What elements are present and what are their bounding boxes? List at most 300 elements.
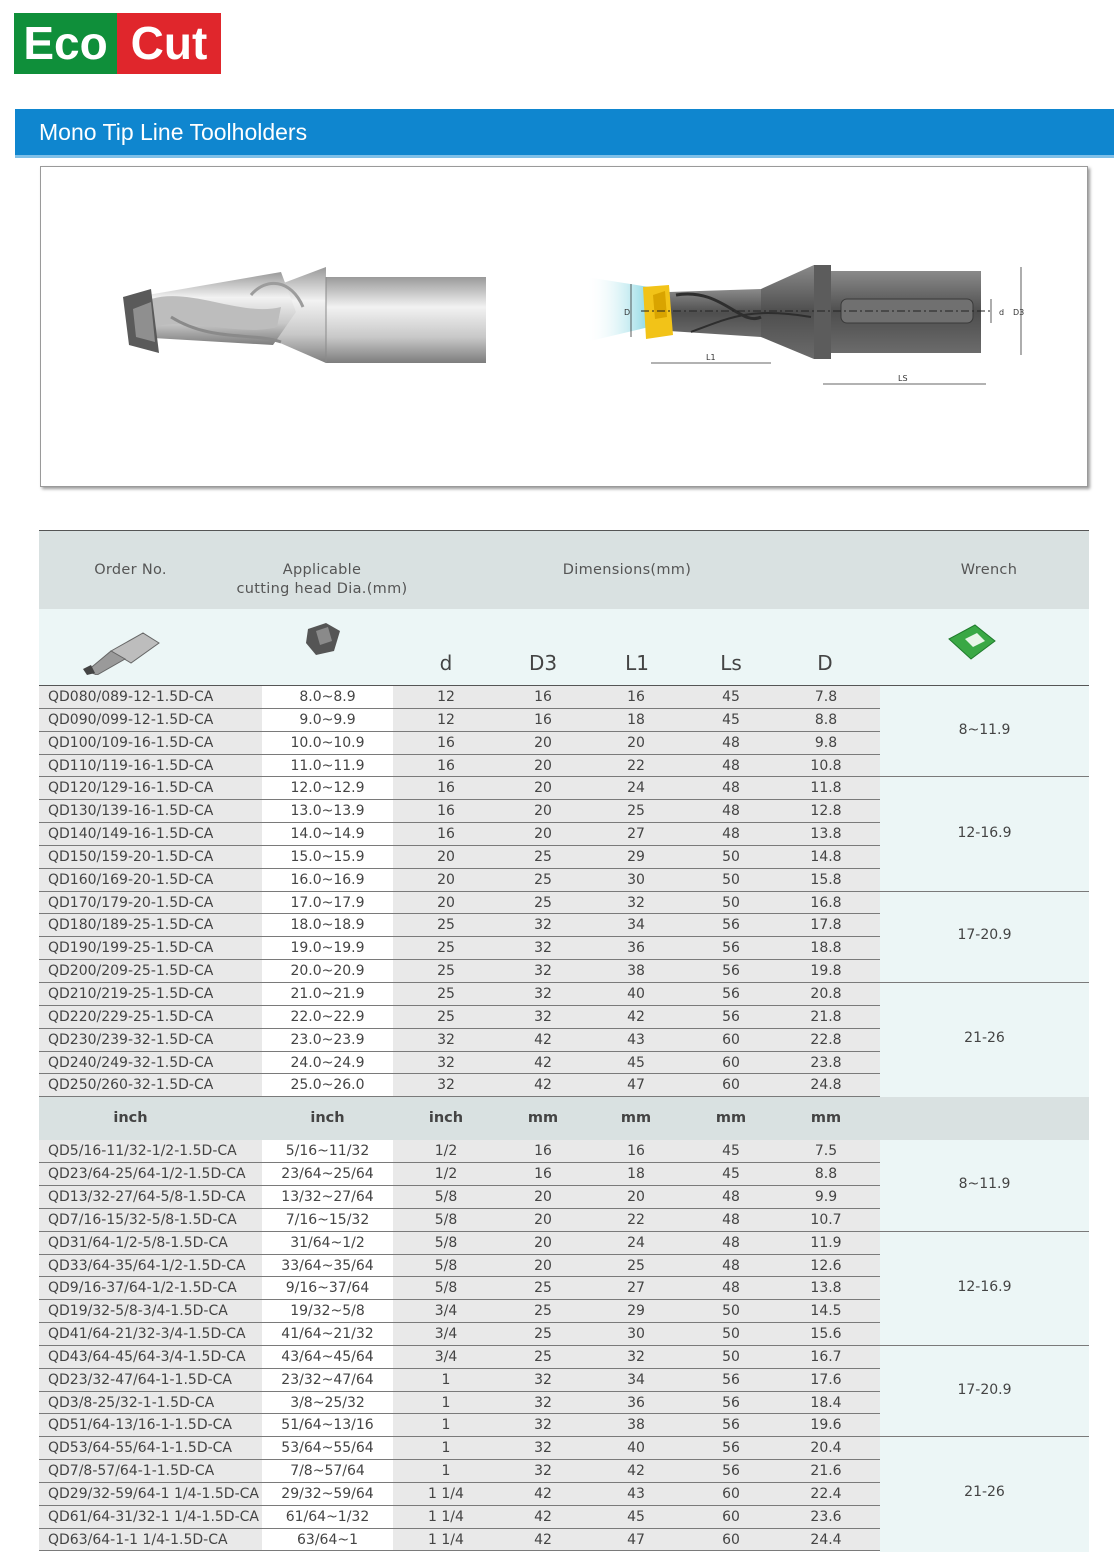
cell-col-6: 24.8	[810, 1077, 842, 1094]
cell-col-1: 23/64~25/64	[281, 1166, 374, 1183]
cell-col-6: 14.8	[810, 848, 842, 865]
cell-col-2: 16	[437, 734, 455, 751]
cell-col-5: 60	[722, 1531, 740, 1548]
toolholder-table	[39, 530, 1089, 1552]
cell-col-4: 20	[627, 1188, 645, 1205]
wrench-group	[880, 1140, 1089, 1231]
cell-col-5: 56	[722, 963, 740, 980]
cell-col-1: 16.0~16.9	[290, 871, 365, 888]
cell-col-2: 1	[441, 1394, 451, 1411]
cell-col-2: 25	[437, 940, 455, 957]
cell-col-5: 60	[722, 1508, 740, 1525]
cell-col-1: 29/32~59/64	[281, 1485, 374, 1502]
cell-col-6: 23.8	[810, 1054, 842, 1071]
cell-col-4: 42	[627, 1463, 645, 1480]
cell-col-3: 42	[534, 1031, 552, 1048]
cell-col-1: 18.0~18.9	[290, 917, 365, 934]
toolholder-icon	[81, 623, 161, 675]
cell-col-0: QD180/189-25-1.5D-CA	[48, 917, 214, 934]
cell-col-0: QD5/16-11/32-1/2-1.5D-CA	[48, 1143, 237, 1160]
cell-col-2: 16	[437, 757, 455, 774]
cell-col-3: 20	[534, 757, 552, 774]
cell-col-2: 25	[437, 917, 455, 934]
cell-col-5: 50	[722, 1303, 740, 1320]
cell-col-6: 9.9	[814, 1188, 838, 1205]
technical-drawing	[586, 265, 1024, 384]
cell-col-2: 1 1/4	[428, 1508, 464, 1525]
cell-col-2: 1	[441, 1463, 451, 1480]
cell-col-4: 30	[627, 1326, 645, 1343]
symbol-D3: D3	[528, 651, 558, 675]
cell-col-3: 20	[534, 826, 552, 843]
cell-col-2: 12	[437, 689, 455, 705]
cell-col-2: 25	[437, 985, 455, 1002]
cell-col-0: QD33/64-35/64-1/2-1.5D-CA	[48, 1257, 246, 1274]
cell-col-5: 48	[722, 780, 740, 797]
cell-col-4: 20	[627, 734, 645, 751]
cell-col-5: 60	[722, 1077, 740, 1094]
cell-col-2: 32	[437, 1031, 455, 1048]
cell-col-5: 45	[722, 689, 740, 705]
cell-col-2: 20	[437, 848, 455, 865]
cell-col-4: 34	[627, 917, 645, 934]
cell-col-1: 7/16~15/32	[285, 1211, 370, 1228]
cell-col-4: 47	[627, 1531, 645, 1548]
cell-col-6: 18.8	[810, 940, 842, 957]
cell-col-0: QD160/169-20-1.5D-CA	[48, 871, 214, 888]
cell-col-2: 1	[441, 1371, 451, 1388]
wrench-group	[880, 1232, 1089, 1346]
cell-col-6: 16.8	[810, 894, 842, 911]
cell-col-4: 40	[627, 1440, 645, 1457]
section-title-bar	[15, 109, 1114, 155]
cell-col-2: 20	[437, 871, 455, 888]
cell-col-1: 13.0~13.9	[290, 803, 365, 820]
cell-col-4: 45	[627, 1054, 645, 1071]
cell-col-6: 23.6	[810, 1508, 842, 1525]
cell-col-5: 48	[722, 1211, 740, 1228]
cell-col-5: 50	[722, 1348, 740, 1365]
unit-label: mm	[810, 1110, 842, 1127]
cell-col-2: 16	[437, 803, 455, 820]
cell-col-3: 32	[534, 1008, 552, 1025]
cell-col-0: QD61/64-31/32-1 1/4-1.5D-CA	[48, 1508, 259, 1525]
cell-col-0: QD13/32-27/64-5/8-1.5D-CA	[48, 1188, 246, 1205]
cell-col-6: 8.8	[814, 711, 838, 728]
cell-col-1: 9.0~9.9	[299, 711, 356, 728]
cell-col-6: 21.8	[810, 1008, 842, 1025]
page-title: Mono Tip Line Toolholders	[39, 119, 308, 145]
cell-col-0: QD7/8-57/64-1-1.5D-CA	[48, 1463, 215, 1480]
cell-col-2: 25	[437, 1008, 455, 1025]
cell-col-6: 12.6	[810, 1257, 842, 1274]
cell-col-2: 5/8	[434, 1280, 458, 1297]
dim-label-d: d	[999, 308, 1005, 317]
wrench-group	[880, 686, 1089, 777]
cutting-head-icon	[304, 621, 344, 657]
cell-col-2: 16	[437, 826, 455, 843]
cell-col-6: 17.6	[810, 1371, 842, 1388]
cell-col-3: 20	[534, 803, 552, 820]
cell-col-2: 32	[437, 1077, 455, 1094]
cell-col-0: QD31/64-1/2-5/8-1.5D-CA	[48, 1234, 228, 1251]
wrench-range: 21-26	[964, 1030, 1005, 1047]
cell-col-1: 19.0~19.9	[290, 940, 365, 957]
cell-col-1: 19/32~5/8	[290, 1303, 365, 1320]
cell-col-1: 61/64~1/32	[285, 1508, 370, 1525]
cell-col-2: 5/8	[434, 1211, 458, 1228]
logo-cut: Cut	[117, 13, 221, 74]
unit-label: mm	[620, 1110, 652, 1127]
wrench-group	[880, 1346, 1089, 1437]
cell-col-6: 10.7	[810, 1211, 842, 1228]
cell-col-6: 20.8	[810, 985, 842, 1002]
unit-label: inch	[428, 1110, 464, 1127]
cell-col-5: 45	[722, 1166, 740, 1183]
cell-col-2: 5/8	[434, 1234, 458, 1251]
cell-col-5: 50	[722, 848, 740, 865]
cell-col-3: 20	[534, 780, 552, 797]
cell-col-0: QD200/209-25-1.5D-CA	[48, 963, 214, 980]
cell-col-4: 16	[627, 689, 645, 705]
cell-col-3: 25	[534, 1348, 552, 1365]
cell-col-0: QD090/099-12-1.5D-CA	[48, 711, 214, 728]
cell-col-1: 7/8~57/64	[290, 1463, 365, 1480]
unit-label: mm	[715, 1110, 747, 1127]
cell-col-6: 19.6	[810, 1417, 842, 1434]
cell-col-0: QD53/64-55/64-1-1.5D-CA	[48, 1440, 233, 1457]
cell-col-2: 12	[437, 711, 455, 728]
symbol-d: d	[439, 651, 453, 675]
cell-col-5: 45	[722, 1143, 740, 1160]
cell-col-5: 50	[722, 871, 740, 888]
cell-col-3: 32	[534, 940, 552, 957]
cell-col-5: 56	[722, 1440, 740, 1457]
ecocut-logo	[14, 13, 221, 74]
wrench-range: 8~11.9	[958, 1175, 1011, 1192]
cell-col-1: 23/32~47/64	[281, 1371, 374, 1388]
cell-col-2: 1/2	[434, 1166, 458, 1183]
cell-col-1: 12.0~12.9	[290, 780, 365, 797]
cell-col-4: 40	[627, 985, 645, 1002]
cell-col-1: 5/16~11/32	[285, 1143, 370, 1160]
cell-col-3: 32	[534, 985, 552, 1002]
cell-col-1: 31/64~1/2	[290, 1234, 365, 1251]
cell-col-2: 5/8	[434, 1188, 458, 1205]
symbol-D: D	[817, 651, 833, 675]
cell-col-6: 10.8	[810, 757, 842, 774]
cell-col-3: 25	[534, 1326, 552, 1343]
cell-col-1: 9/16~37/64	[285, 1280, 370, 1297]
cell-col-0: QD43/64-45/64-3/4-1.5D-CA	[48, 1348, 246, 1365]
cell-col-1: 3/8~25/32	[290, 1394, 365, 1411]
cell-col-2: 3/4	[434, 1303, 458, 1320]
toolholder-render	[123, 267, 486, 363]
dim-label-D: D	[624, 308, 631, 317]
table-header	[39, 531, 1089, 609]
cell-col-4: 47	[627, 1077, 645, 1094]
cell-col-5: 60	[722, 1485, 740, 1502]
cell-col-0: QD190/199-25-1.5D-CA	[48, 940, 214, 957]
cell-col-4: 43	[627, 1031, 645, 1048]
cell-col-4: 25	[627, 1257, 645, 1274]
cell-col-6: 7.5	[814, 1143, 838, 1160]
cell-col-6: 12.8	[810, 803, 842, 820]
cell-col-4: 22	[627, 1211, 645, 1228]
wrench-range: 8~11.9	[958, 721, 1011, 738]
cell-col-4: 30	[627, 871, 645, 888]
unit-label: mm	[527, 1110, 559, 1127]
cell-col-1: 24.0~24.9	[290, 1054, 365, 1071]
cell-col-3: 16	[534, 1143, 552, 1160]
cell-col-5: 48	[722, 1188, 740, 1205]
cell-col-5: 48	[722, 803, 740, 820]
cell-col-0: QD220/229-25-1.5D-CA	[48, 1008, 214, 1025]
cell-col-3: 42	[534, 1485, 552, 1502]
cell-col-5: 48	[722, 826, 740, 843]
title-bar-shadow	[15, 155, 1114, 158]
cell-col-4: 27	[627, 1280, 645, 1297]
cell-col-0: QD63/64-1-1 1/4-1.5D-CA	[48, 1531, 228, 1548]
cell-col-6: 21.6	[810, 1463, 842, 1480]
cell-col-0: QD150/159-20-1.5D-CA	[48, 848, 214, 865]
cell-col-5: 56	[722, 1008, 740, 1025]
cell-col-6: 17.8	[810, 917, 842, 934]
wrench-group	[880, 892, 1089, 983]
unit-label: inch	[113, 1110, 148, 1127]
cell-col-1: 15.0~15.9	[290, 848, 365, 865]
cell-col-5: 60	[722, 1031, 740, 1048]
inch-table-body	[39, 1140, 1089, 1551]
cell-col-1: 14.0~14.9	[290, 826, 365, 843]
cell-col-0: QD9/16-37/64-1/2-1.5D-CA	[48, 1280, 237, 1297]
cell-col-3: 25	[534, 894, 552, 911]
symbol-L1: L1	[625, 651, 649, 675]
cell-col-4: 29	[627, 1303, 645, 1320]
header-wrench: Wrench	[960, 562, 1018, 578]
cell-col-2: 1/2	[434, 1143, 458, 1160]
cell-col-1: 17.0~17.9	[290, 894, 365, 911]
cell-col-0: QD19/32-5/8-3/4-1.5D-CA	[48, 1303, 228, 1320]
cell-col-6: 15.6	[810, 1326, 842, 1343]
cell-col-0: QD080/089-12-1.5D-CA	[48, 689, 214, 705]
cell-col-4: 38	[627, 1417, 645, 1434]
cell-col-6: 22.8	[810, 1031, 842, 1048]
cell-col-6: 16.7	[810, 1348, 842, 1365]
header-applicable-2: cutting head Dia.(mm)	[236, 581, 408, 597]
cell-col-3: 42	[534, 1077, 552, 1094]
cell-col-5: 56	[722, 917, 740, 934]
cell-col-3: 20	[534, 1211, 552, 1228]
cell-col-0: QD250/260-32-1.5D-CA	[48, 1077, 214, 1094]
wrench-group	[880, 1437, 1089, 1551]
cell-col-0: QD100/109-16-1.5D-CA	[48, 734, 214, 751]
cell-col-2: 3/4	[434, 1326, 458, 1343]
cell-col-1: 8.0~8.9	[299, 689, 356, 705]
cell-col-3: 16	[534, 689, 552, 705]
cell-col-3: 32	[534, 1394, 552, 1411]
cell-col-5: 48	[722, 734, 740, 751]
cell-col-2: 16	[437, 780, 455, 797]
cell-col-2: 3/4	[434, 1348, 458, 1365]
cell-col-1: 11.0~11.9	[290, 757, 365, 774]
cell-col-5: 56	[722, 1394, 740, 1411]
cell-col-5: 56	[722, 985, 740, 1002]
cell-col-1: 25.0~26.0	[290, 1077, 365, 1094]
cell-col-0: QD120/129-16-1.5D-CA	[48, 780, 214, 797]
cell-col-2: 1 1/4	[428, 1531, 464, 1548]
dim-label-L1: L1	[706, 353, 716, 362]
cell-col-4: 32	[627, 894, 645, 911]
cell-col-5: 50	[722, 1326, 740, 1343]
cell-col-4: 18	[627, 1166, 645, 1183]
cell-col-6: 9.8	[814, 734, 838, 751]
cell-col-5: 56	[722, 940, 740, 957]
cell-col-6: 18.4	[810, 1394, 842, 1411]
cell-col-0: QD130/139-16-1.5D-CA	[48, 803, 214, 820]
cell-col-3: 20	[534, 734, 552, 751]
cell-col-2: 1	[441, 1440, 451, 1457]
cell-col-6: 8.8	[814, 1166, 838, 1183]
cell-col-1: 41/64~21/32	[281, 1326, 374, 1343]
cell-col-6: 7.8	[814, 689, 838, 705]
cell-col-1: 21.0~21.9	[290, 985, 365, 1002]
header-order-no: Order No.	[94, 562, 167, 578]
cell-col-4: 18	[627, 711, 645, 728]
cell-col-2: 32	[437, 1054, 455, 1071]
cell-col-1: 20.0~20.9	[290, 963, 365, 980]
cell-col-2: 20	[437, 894, 455, 911]
cell-col-5: 56	[722, 1417, 740, 1434]
cell-col-0: QD29/32-59/64-1 1/4-1.5D-CA	[48, 1485, 259, 1502]
cell-col-4: 24	[627, 780, 645, 797]
cell-col-3: 32	[534, 1371, 552, 1388]
cell-col-6: 11.9	[810, 1234, 842, 1251]
cell-col-4: 22	[627, 757, 645, 774]
cell-col-3: 32	[534, 1417, 552, 1434]
cell-col-1: 23.0~23.9	[290, 1031, 365, 1048]
cell-col-2: 25	[437, 963, 455, 980]
cell-col-1: 22.0~22.9	[290, 1008, 365, 1025]
cell-col-0: QD230/239-32-1.5D-CA	[48, 1031, 214, 1048]
cell-col-3: 42	[534, 1531, 552, 1548]
wrench-range: 17-20.9	[957, 927, 1012, 944]
cell-col-3: 25	[534, 848, 552, 865]
cell-col-6: 24.4	[810, 1531, 842, 1548]
cell-col-3: 16	[534, 711, 552, 728]
cell-col-1: 13/32~27/64	[281, 1188, 374, 1205]
cell-col-5: 50	[722, 894, 740, 911]
cell-col-5: 48	[722, 1257, 740, 1274]
cell-col-4: 16	[627, 1143, 645, 1160]
cell-col-0: QD140/149-16-1.5D-CA	[48, 826, 214, 843]
cell-col-0: QD41/64-21/32-3/4-1.5D-CA	[48, 1326, 246, 1343]
cell-col-3: 25	[534, 1280, 552, 1297]
wrench-group	[880, 983, 1089, 1097]
cell-col-1: 43/64~45/64	[281, 1348, 374, 1365]
wrench-group	[880, 777, 1089, 891]
cell-col-5: 48	[722, 757, 740, 774]
cell-col-0: QD3/8-25/32-1-1.5D-CA	[48, 1394, 215, 1411]
symbol-Ls: Ls	[720, 651, 742, 675]
cell-col-3: 25	[534, 1303, 552, 1320]
dim-label-D3: D3	[1013, 308, 1025, 317]
cell-col-0: QD170/179-20-1.5D-CA	[48, 894, 214, 911]
cell-col-4: 34	[627, 1371, 645, 1388]
metric-table-body	[39, 686, 1089, 1097]
cell-col-2: 5/8	[434, 1257, 458, 1274]
cell-col-0: QD23/32-47/64-1-1.5D-CA	[48, 1371, 233, 1388]
cell-col-4: 36	[627, 1394, 645, 1411]
product-illustration	[41, 167, 1089, 488]
cell-col-0: QD51/64-13/16-1-1.5D-CA	[48, 1417, 233, 1434]
cell-col-0: QD110/119-16-1.5D-CA	[48, 757, 214, 774]
cell-col-4: 36	[627, 940, 645, 957]
cell-col-3: 42	[534, 1054, 552, 1071]
cell-col-5: 48	[722, 1280, 740, 1297]
cell-col-5: 56	[722, 1463, 740, 1480]
cell-col-0: QD210/219-25-1.5D-CA	[48, 985, 214, 1002]
cell-col-3: 42	[534, 1508, 552, 1525]
row-divider	[39, 1550, 880, 1551]
cell-col-4: 29	[627, 848, 645, 865]
wrench-key-icon	[945, 619, 1001, 665]
cell-col-3: 20	[534, 1234, 552, 1251]
cell-col-6: 22.4	[810, 1485, 842, 1502]
wrench-range: 12-16.9	[957, 1278, 1012, 1295]
cell-col-3: 25	[534, 871, 552, 888]
wrench-range: 21-26	[964, 1484, 1005, 1501]
cell-col-5: 56	[722, 1371, 740, 1388]
cell-col-5: 45	[722, 711, 740, 728]
cell-col-4: 32	[627, 1348, 645, 1365]
cell-col-1: 10.0~10.9	[290, 734, 365, 751]
cell-col-0: QD23/64-25/64-1/2-1.5D-CA	[48, 1166, 246, 1183]
cell-col-2: 1	[441, 1417, 451, 1434]
icon-row	[39, 609, 1089, 686]
cell-col-3: 20	[534, 1257, 552, 1274]
cell-col-6: 13.8	[810, 1280, 842, 1297]
cell-col-6: 19.8	[810, 963, 842, 980]
cell-col-0: QD7/16-15/32-5/8-1.5D-CA	[48, 1211, 237, 1228]
cell-col-4: 43	[627, 1485, 645, 1502]
cell-col-4: 42	[627, 1008, 645, 1025]
cell-col-2: 1 1/4	[428, 1485, 464, 1502]
product-image-frame	[40, 166, 1088, 487]
header-dimensions: Dimensions(mm)	[562, 562, 692, 578]
cell-col-1: 53/64~55/64	[281, 1440, 374, 1457]
cell-col-0: QD240/249-32-1.5D-CA	[48, 1054, 214, 1071]
wrench-range: 12-16.9	[957, 824, 1012, 841]
cell-col-3: 32	[534, 917, 552, 934]
cell-col-5: 60	[722, 1054, 740, 1071]
cell-col-6: 11.8	[810, 780, 842, 797]
cell-col-6: 15.8	[810, 871, 842, 888]
cell-col-3: 16	[534, 1166, 552, 1183]
unit-row	[39, 1097, 1089, 1140]
cell-col-6: 14.5	[810, 1303, 842, 1320]
cell-col-6: 20.4	[810, 1440, 842, 1457]
cell-col-6: 13.8	[810, 826, 842, 843]
cell-col-4: 25	[627, 803, 645, 820]
cell-col-3: 32	[534, 1463, 552, 1480]
cell-col-4: 24	[627, 1234, 645, 1251]
dim-label-LS: LS	[898, 374, 908, 383]
cell-col-4: 27	[627, 826, 645, 843]
cell-col-5: 48	[722, 1234, 740, 1251]
cell-col-3: 20	[534, 1188, 552, 1205]
cell-col-4: 45	[627, 1508, 645, 1525]
